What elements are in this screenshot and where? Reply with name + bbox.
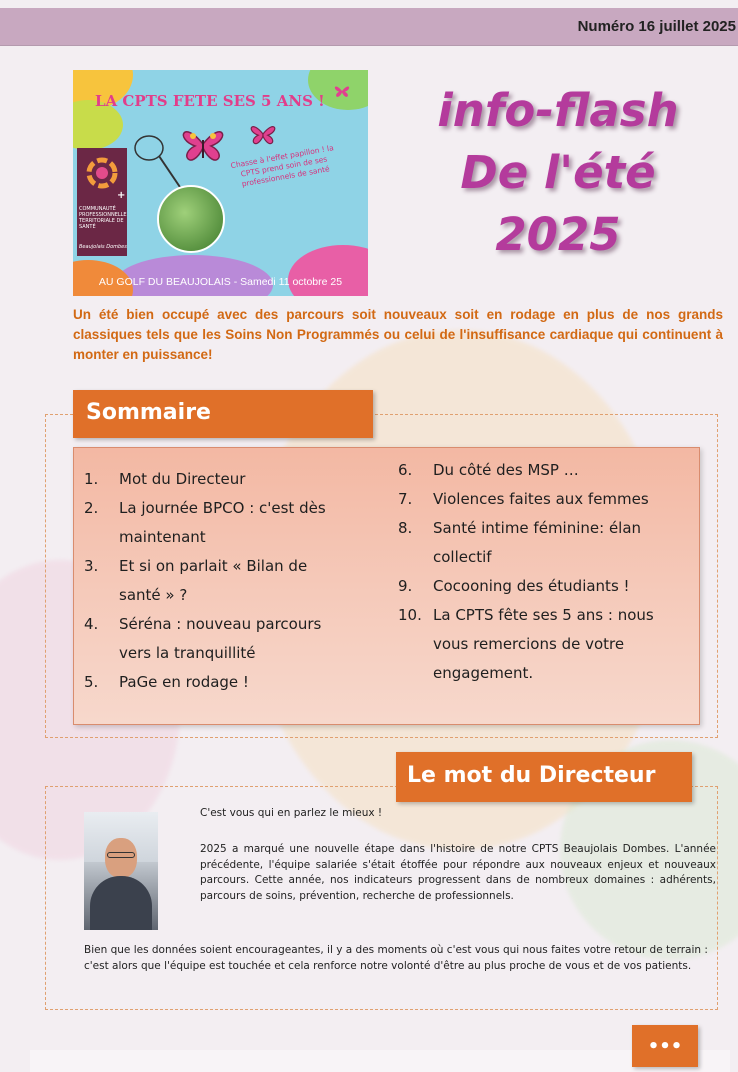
toc-item[interactable]: 2. La journée BPCO : c'est dès maintenant: [84, 499, 326, 546]
director-title: [396, 752, 692, 802]
toc-item[interactable]: 1. Mot du Directeur: [84, 470, 246, 488]
toc-item[interactable]: 10. La CPTS fête ses 5 ans : nous vous remercions de votre engagement.: [398, 606, 654, 682]
director-title-text: Le mot du Directeur: [407, 763, 656, 788]
photo-face: [105, 838, 137, 878]
director-photo: [84, 812, 158, 930]
sommaire-panel: [73, 447, 700, 725]
cpts-logo-mark: [83, 154, 121, 192]
toc-item[interactable]: 6. Du côté des MSP …: [398, 461, 579, 479]
toc-item[interactable]: 8. Santé intime féminine: élan collectif: [398, 519, 642, 566]
banner-footer: AU GOLF DU BEAUJOLAIS - Samedi 11 octobre 25: [98, 276, 343, 288]
golf-photo: [157, 185, 225, 253]
photo-glasses: [107, 852, 135, 858]
director-paragraph: 2025 a marqué une nouvelle étape dans l'histoire de notre CPTS Beaujolais Dombes. L'année précédente, l'équipe salariée s'était étoffée pour répondre aux nouveaux enjeux et nouveaux parcours. Cette année, nos indicateurs progressent dans de nombreux domaines : adhérents, parcours de soins, prévention, recherche de professionnels.: [200, 843, 716, 902]
intro-paragraph: Un été bien occupé avec des parcours soit nouveaux soit en rodage en plus de nos grands classiques tels que les Soins Non Programmés ou celui de l'insuffisance cardiaque qui continuent à monter en puissance!: [73, 307, 723, 362]
read-more-button[interactable]: •••: [632, 1025, 698, 1067]
butterfly-icon: [245, 116, 281, 152]
toc-item[interactable]: 9. Cocooning des étudiants !: [398, 577, 630, 595]
banner-tagline: Chasse à l'effet papillon ! la CPTS prend soin de ses professionnels de santé: [229, 143, 335, 189]
header-band: [0, 8, 738, 46]
cpts-logo-text: COMMUNAUTÉ PROFESSIONNELLE TERRITORIALE DE SANTÉ: [79, 206, 127, 230]
toc-item[interactable]: 5. PaGe en rodage !: [84, 673, 249, 691]
director-paragraph: Bien que les données soient encourageantes, il y a des moments où c'est vous qui nous faites votre retour de terrain : c'est alors que l'équipe est touchée et cela renforce notre volonté d'être au plus proche de vous et de vos patients.: [84, 944, 708, 972]
cpts-logo: [77, 148, 127, 256]
headline-line: info-flash: [437, 84, 679, 137]
toc-item[interactable]: 7. Violences faites aux femmes: [398, 490, 649, 508]
newsletter-headline: [418, 80, 698, 266]
toc-left: [84, 465, 384, 697]
headline-line: 2025: [495, 208, 621, 261]
cpts-logo-cross: +: [117, 190, 126, 201]
page-footer-strip: [30, 1050, 730, 1072]
banner-blob: [288, 245, 368, 296]
toc-right: [398, 456, 698, 688]
photo-body: [90, 876, 152, 930]
anniversary-banner: [73, 70, 368, 296]
sommaire-title: [73, 390, 373, 438]
banner-title: LA CPTS FETE SES 5 ANS !: [95, 92, 325, 110]
headline-line: De l'été: [460, 146, 656, 199]
toc-item[interactable]: 4. Séréna : nouveau parcours vers la tranquillité: [84, 615, 322, 662]
toc-item[interactable]: 3. Et si on parlait « Bilan de santé » ?: [84, 557, 308, 604]
cpts-logo-subtitle: Beaujolais Dombes: [79, 244, 127, 250]
director-opening: C'est vous qui en parlez le mieux !: [200, 807, 383, 819]
issue-number: Numéro 16 juillet 2025: [577, 18, 736, 35]
sommaire-title-text: Sommaire: [86, 400, 211, 425]
butterfly-icon: [331, 80, 353, 102]
